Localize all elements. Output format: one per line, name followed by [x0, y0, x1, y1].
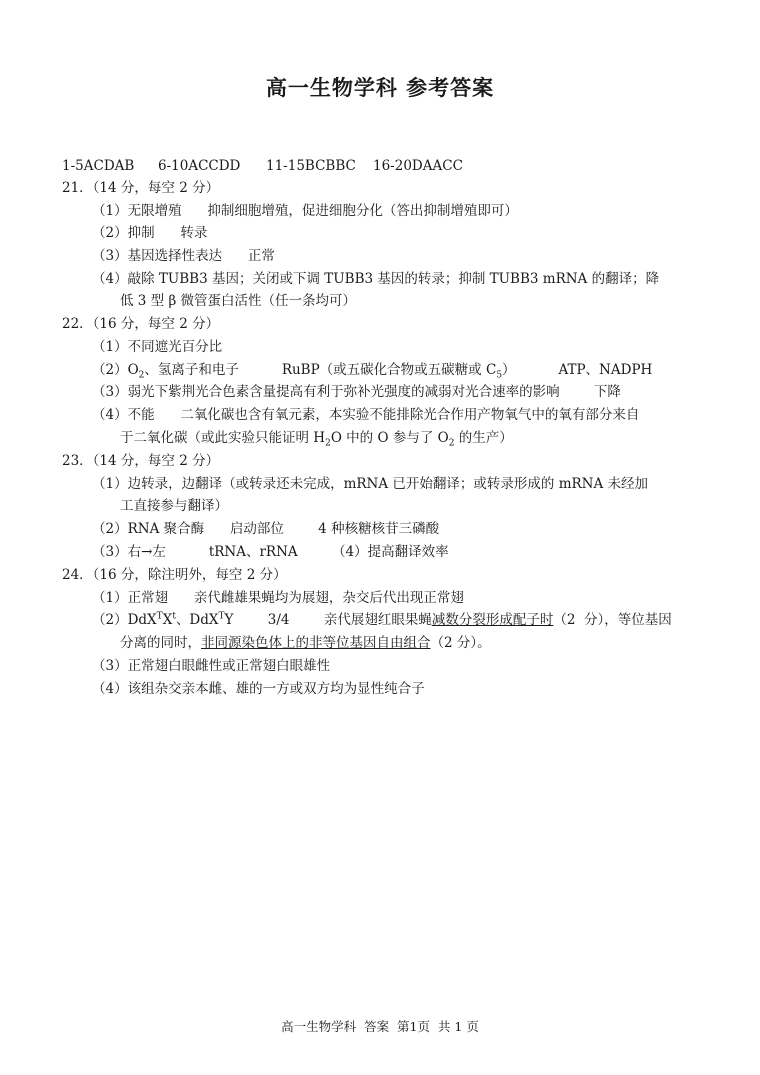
- q21-answer-4-cont: 低 3 型 β 微管蛋白活性（任一条均可）: [120, 293, 357, 309]
- q22-answer-3: （3）弱光下紫荆光合色素含量提高有利于弥补光强度的减弱对光合速率的影响 下降: [92, 384, 621, 400]
- q23-answer-1: （1）边转录，边翻译（或转录还未完成，mRNA 已开始翻译；或转录形成的 mRNA 未经加: [92, 476, 649, 492]
- q22-answer-4-cont: 于二氧化碳（或此实验只能证明 $H_2O$ 中的 O 参与了 $O_2$ 的生产）: [120, 430, 513, 449]
- q24-answer-2-cont: 分离的同时，非同源染色体上的非等位基因自由组合（2 分）。: [120, 635, 491, 651]
- q22-answer-4: （4）不能 二氧化碳也含有氧元素，本实验不能排除光合作用产物氧气中的氧有部分来自: [92, 407, 640, 423]
- mc-group-3: 11-15BCBBC: [266, 158, 356, 174]
- q21-answer-3: （3）基因选择性表达 正常: [92, 248, 275, 264]
- page-title: 高一生物学科 参考答案: [265, 75, 495, 100]
- q21-heading: 21．（14 分，每空 2 分）: [62, 180, 220, 196]
- q23-heading: 23．（14 分，每空 2 分）: [62, 453, 220, 469]
- underlined-answer: 减数分裂形成配子时: [431, 612, 554, 628]
- underlined-answer: 非同源染色体上的非等位基因自由组合: [201, 635, 431, 651]
- q24-heading: 24．（16 分，除注明外，每空 2 分）: [62, 567, 287, 583]
- mc-group-1: 1-5ACDAB: [62, 158, 135, 174]
- q23-answer-2: （2）RNA 聚合酶 启动部位 4 种核糖核苷三磷酸: [92, 521, 440, 537]
- q24-answer-1: （1）正常翅 亲代雌雄果蝇均为展翅，杂交后代出现正常翅: [92, 590, 464, 606]
- q21-answer-2: （2）抑制 转录: [92, 225, 208, 241]
- mc-group-4: 16-20DAACC: [373, 158, 463, 174]
- q22-answer-2: $(2)O_2$、氢离子和电子 RuBP（或五碳化合物或五碳糖或 $C_5$） ATP、NADPH: [92, 362, 653, 381]
- q23-answer-3: （3）右→左 tRNA、rRNA （4）提高翻译效率: [92, 544, 449, 560]
- page-footer: 高一生物学科 答案 第1页 共 1 页: [281, 1019, 479, 1034]
- q23-answer-1-cont: 工直接参与翻译）: [120, 498, 228, 514]
- q24-answer-3: （3）正常翅白眼雌性或正常翅白眼雄性: [92, 658, 331, 674]
- q21-answer-4: （4）敲除 TUBB3 基因；关闭或下调 TUBB3 基因的转录；抑制 TUBB3 mRNA 的翻译；降: [92, 271, 660, 287]
- q22-heading: 22．（16 分，每空 2 分）: [62, 316, 220, 332]
- q22-answer-1: （1）不同遮光百分比: [92, 339, 223, 355]
- mc-group-2: 6-10ACCDD: [158, 158, 241, 174]
- q24-answer-4: （4）该组杂交亲本雌、雄的一方或双方均为显性纯合子: [92, 681, 425, 697]
- q21-answer-1: （1）无限增殖 抑制细胞增殖，促进细胞分化（答出抑制增殖即可）: [92, 203, 518, 219]
- q24-answer-2: $(2)DdX^TX^t$、DdX$^T$Y 3/4 亲代展翅红眼果蝇减数分裂形成配子时（2 分），等位基因: [92, 611, 672, 628]
